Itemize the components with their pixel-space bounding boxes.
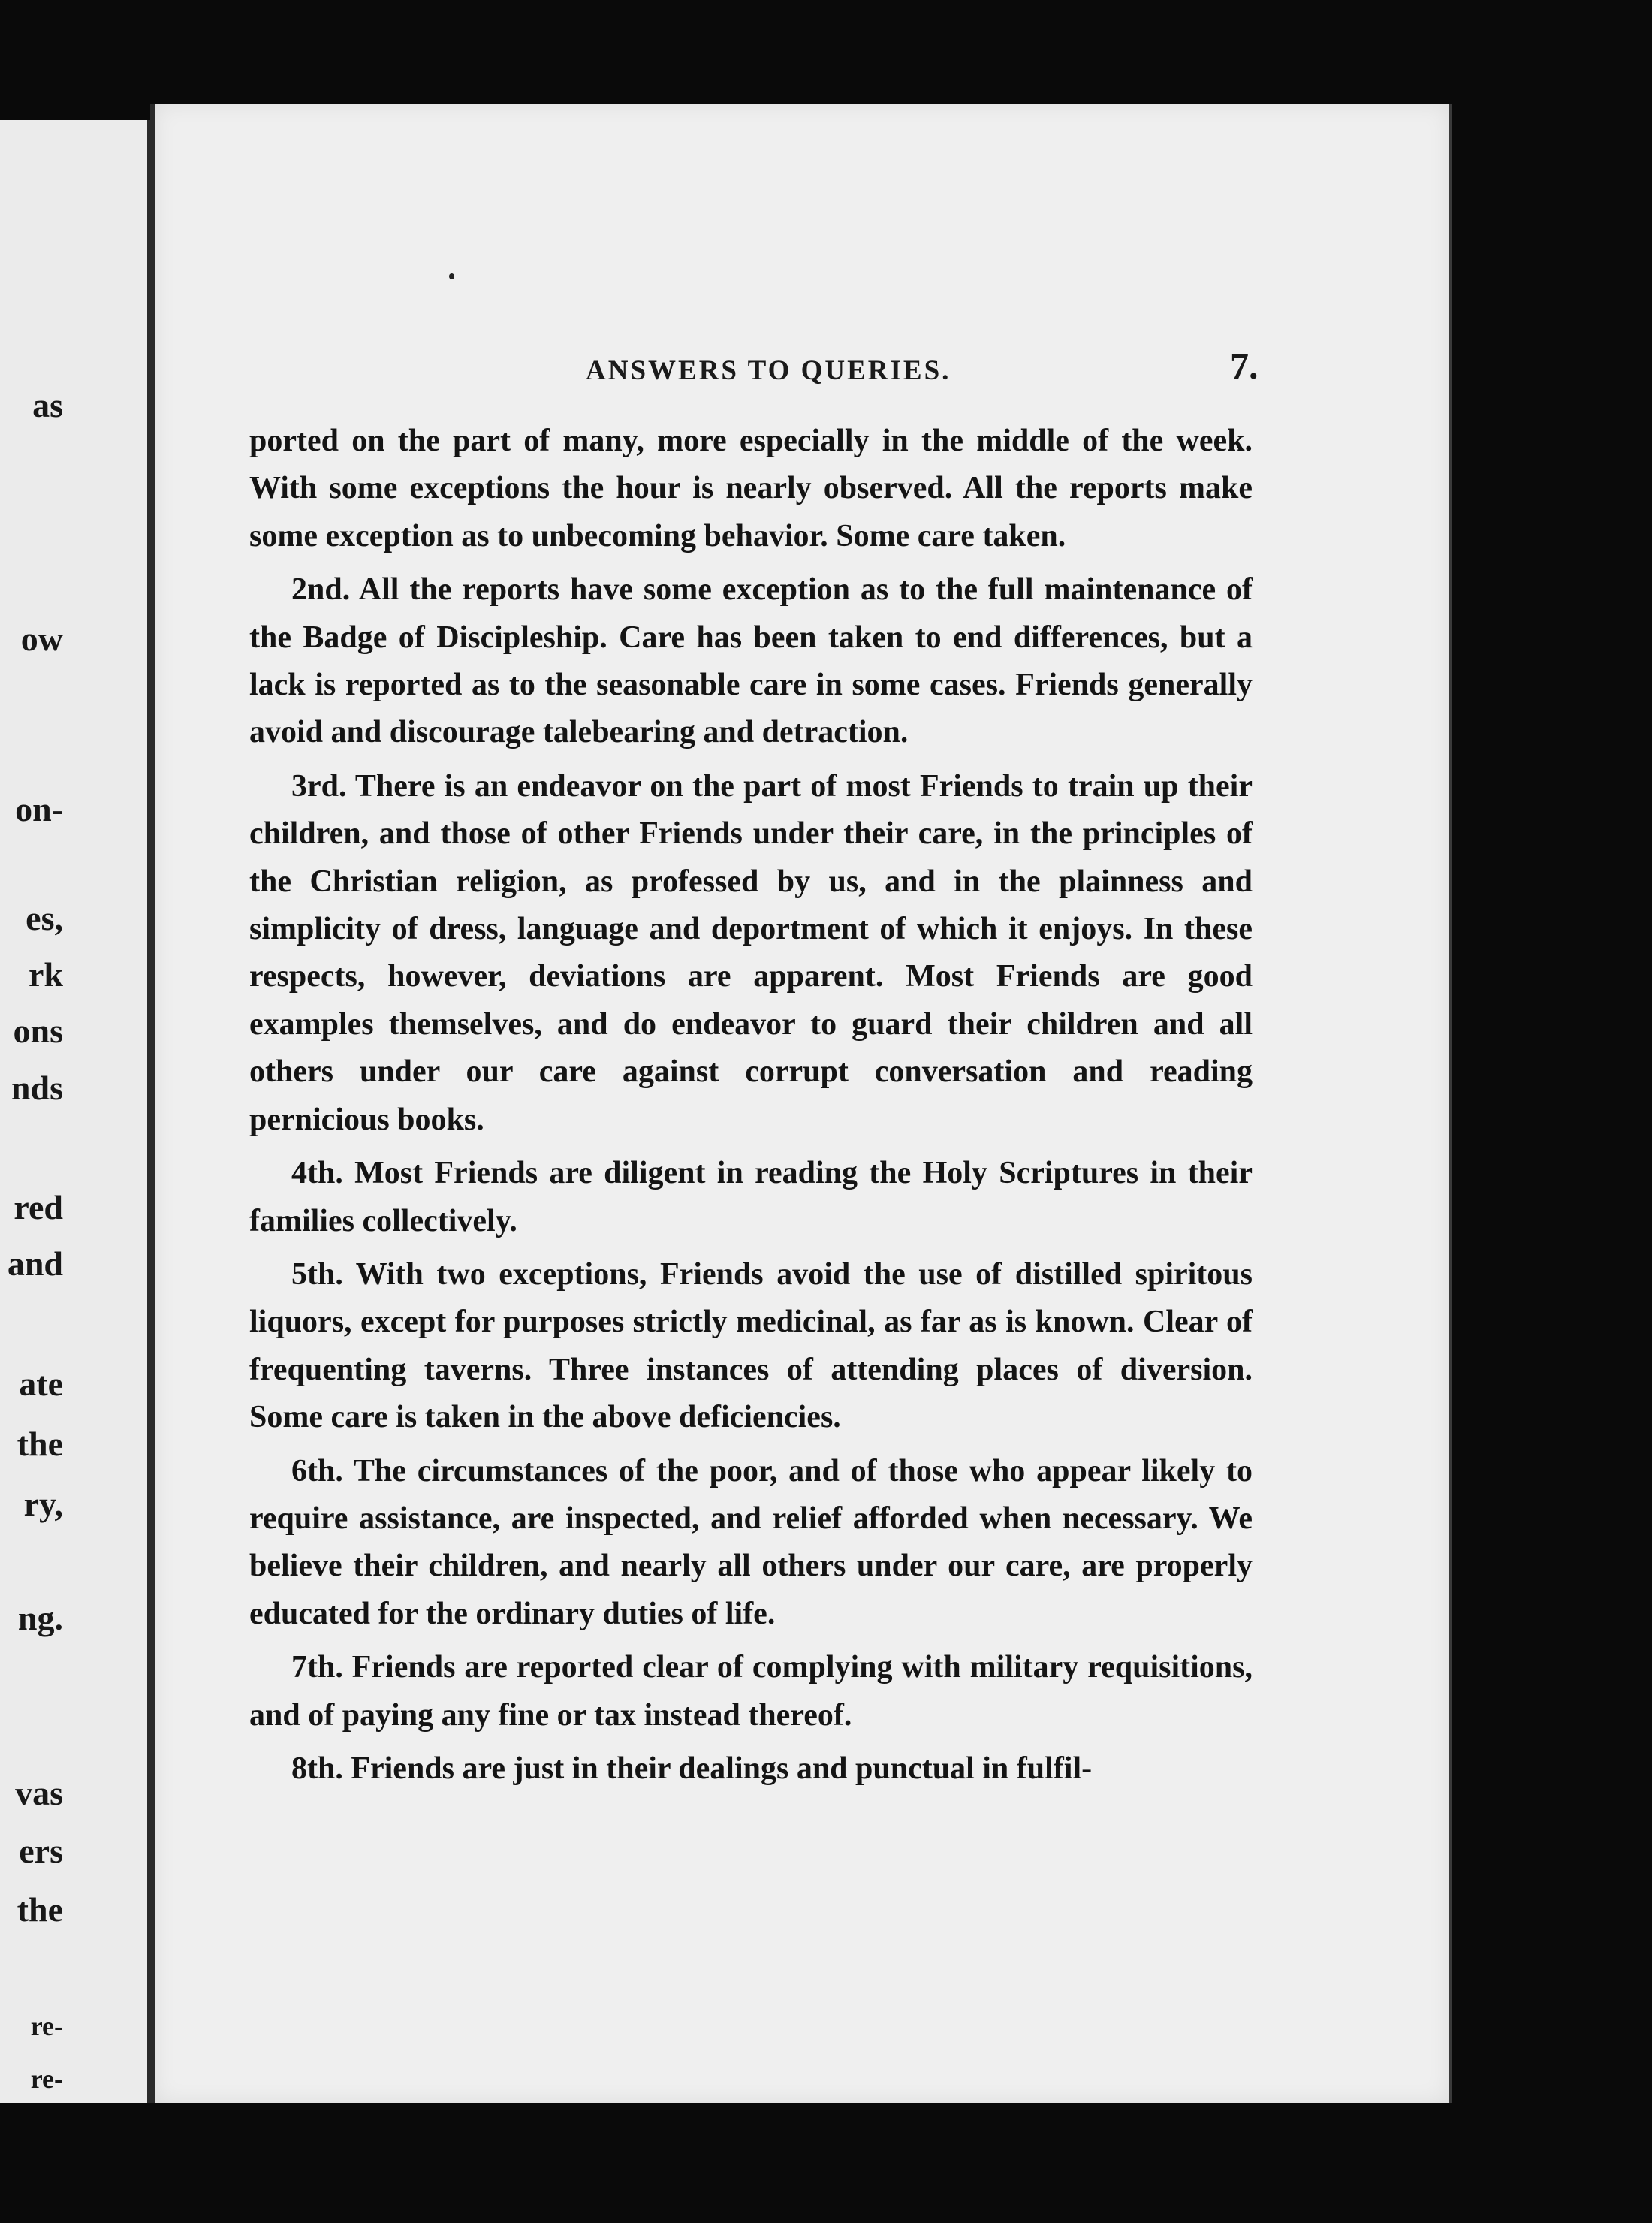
book-page [150, 104, 1452, 2103]
facing-page-text: ons [13, 1012, 63, 1050]
ink-speck [449, 273, 454, 279]
facing-page-text: ow [20, 620, 63, 658]
facing-page-fragment [0, 120, 151, 2103]
paragraph-7th: 7th. Friends are reported clear of complying with military requisitions, and of paying any fine or tax instead thereof. [249, 1650, 1253, 1733]
facing-page-text: red [14, 1188, 63, 1226]
paragraph-2nd: 2nd. All the reports have some exception as to the full maintenance of the Badge of Discipleship. Care has been taken to end differences, but a lack is reported as to the seasonable care in some cases. Friends generally avoid and discourage talebearing and detraction. [249, 572, 1253, 750]
facing-page-text: ry, [23, 1485, 63, 1523]
facing-page-text: es, [26, 899, 63, 937]
running-head: ANSWERS TO QUERIES. [586, 355, 951, 386]
paragraph-3rd: 3rd. There is an endeavor on the part of most Friends to train up their children, and those of other Friends under their care, in the principles of the Christian religion, as professed by us, and in the plainness and simplicity of dress, language and deportment of which it enjoys. In these respects, however, deviations are apparent. Most Friends are good examples themselves, and do endeavor to guard their children and all others under our care against corrupt conversation and reading pernicious books. [249, 768, 1253, 1137]
facing-page-text: ng. [17, 1599, 63, 1637]
facing-page-text: the [17, 1425, 63, 1463]
facing-page-text: on- [15, 790, 63, 828]
facing-page-text: ers [19, 1832, 63, 1870]
facing-page-text: the [17, 1890, 63, 1929]
paragraph-5th: 5th. With two exceptions, Friends avoid the use of distilled spiritous liquors, except for purposes strictly medicinal, as far as is known. Clear of frequenting taverns. Three instances of attending places of diversion. Some care is taken in the above deficiencies. [249, 1256, 1253, 1435]
facing-page-text: rk [29, 955, 63, 994]
page-body [249, 418, 1253, 1796]
facing-page-text: re- [30, 2064, 63, 2094]
facing-page-text: nds [11, 1069, 63, 1107]
facing-page-text: ate [19, 1365, 63, 1403]
paragraph-8th: 8th. Friends are just in their dealings and punctual in fulfil- [291, 1751, 1093, 1786]
paragraph-6th: 6th. The circumstances of the poor, and of those who appear likely to require assistance, are inspected, and relief afforded when necessary. We believe their children, and nearly all others under our care, are properly educated for the ordinary duties of life. [249, 1453, 1253, 1631]
facing-page-text: re- [30, 2011, 63, 2041]
facing-page-text: vas [15, 1774, 63, 1812]
page-number: 7. [1230, 345, 1259, 387]
paragraph-4th: 4th. Most Friends are diligent in reading the Holy Scriptures in their families collectively. [249, 1156, 1253, 1238]
paragraph-continuation: ported on the part of many, more especially in the middle of the week. With some exceptions the hour is nearly observed. All the reports make some exception as to unbecoming behavior. Some care taken. [249, 424, 1253, 553]
facing-page-text: and [7, 1244, 63, 1283]
facing-page-text: as [32, 386, 63, 424]
